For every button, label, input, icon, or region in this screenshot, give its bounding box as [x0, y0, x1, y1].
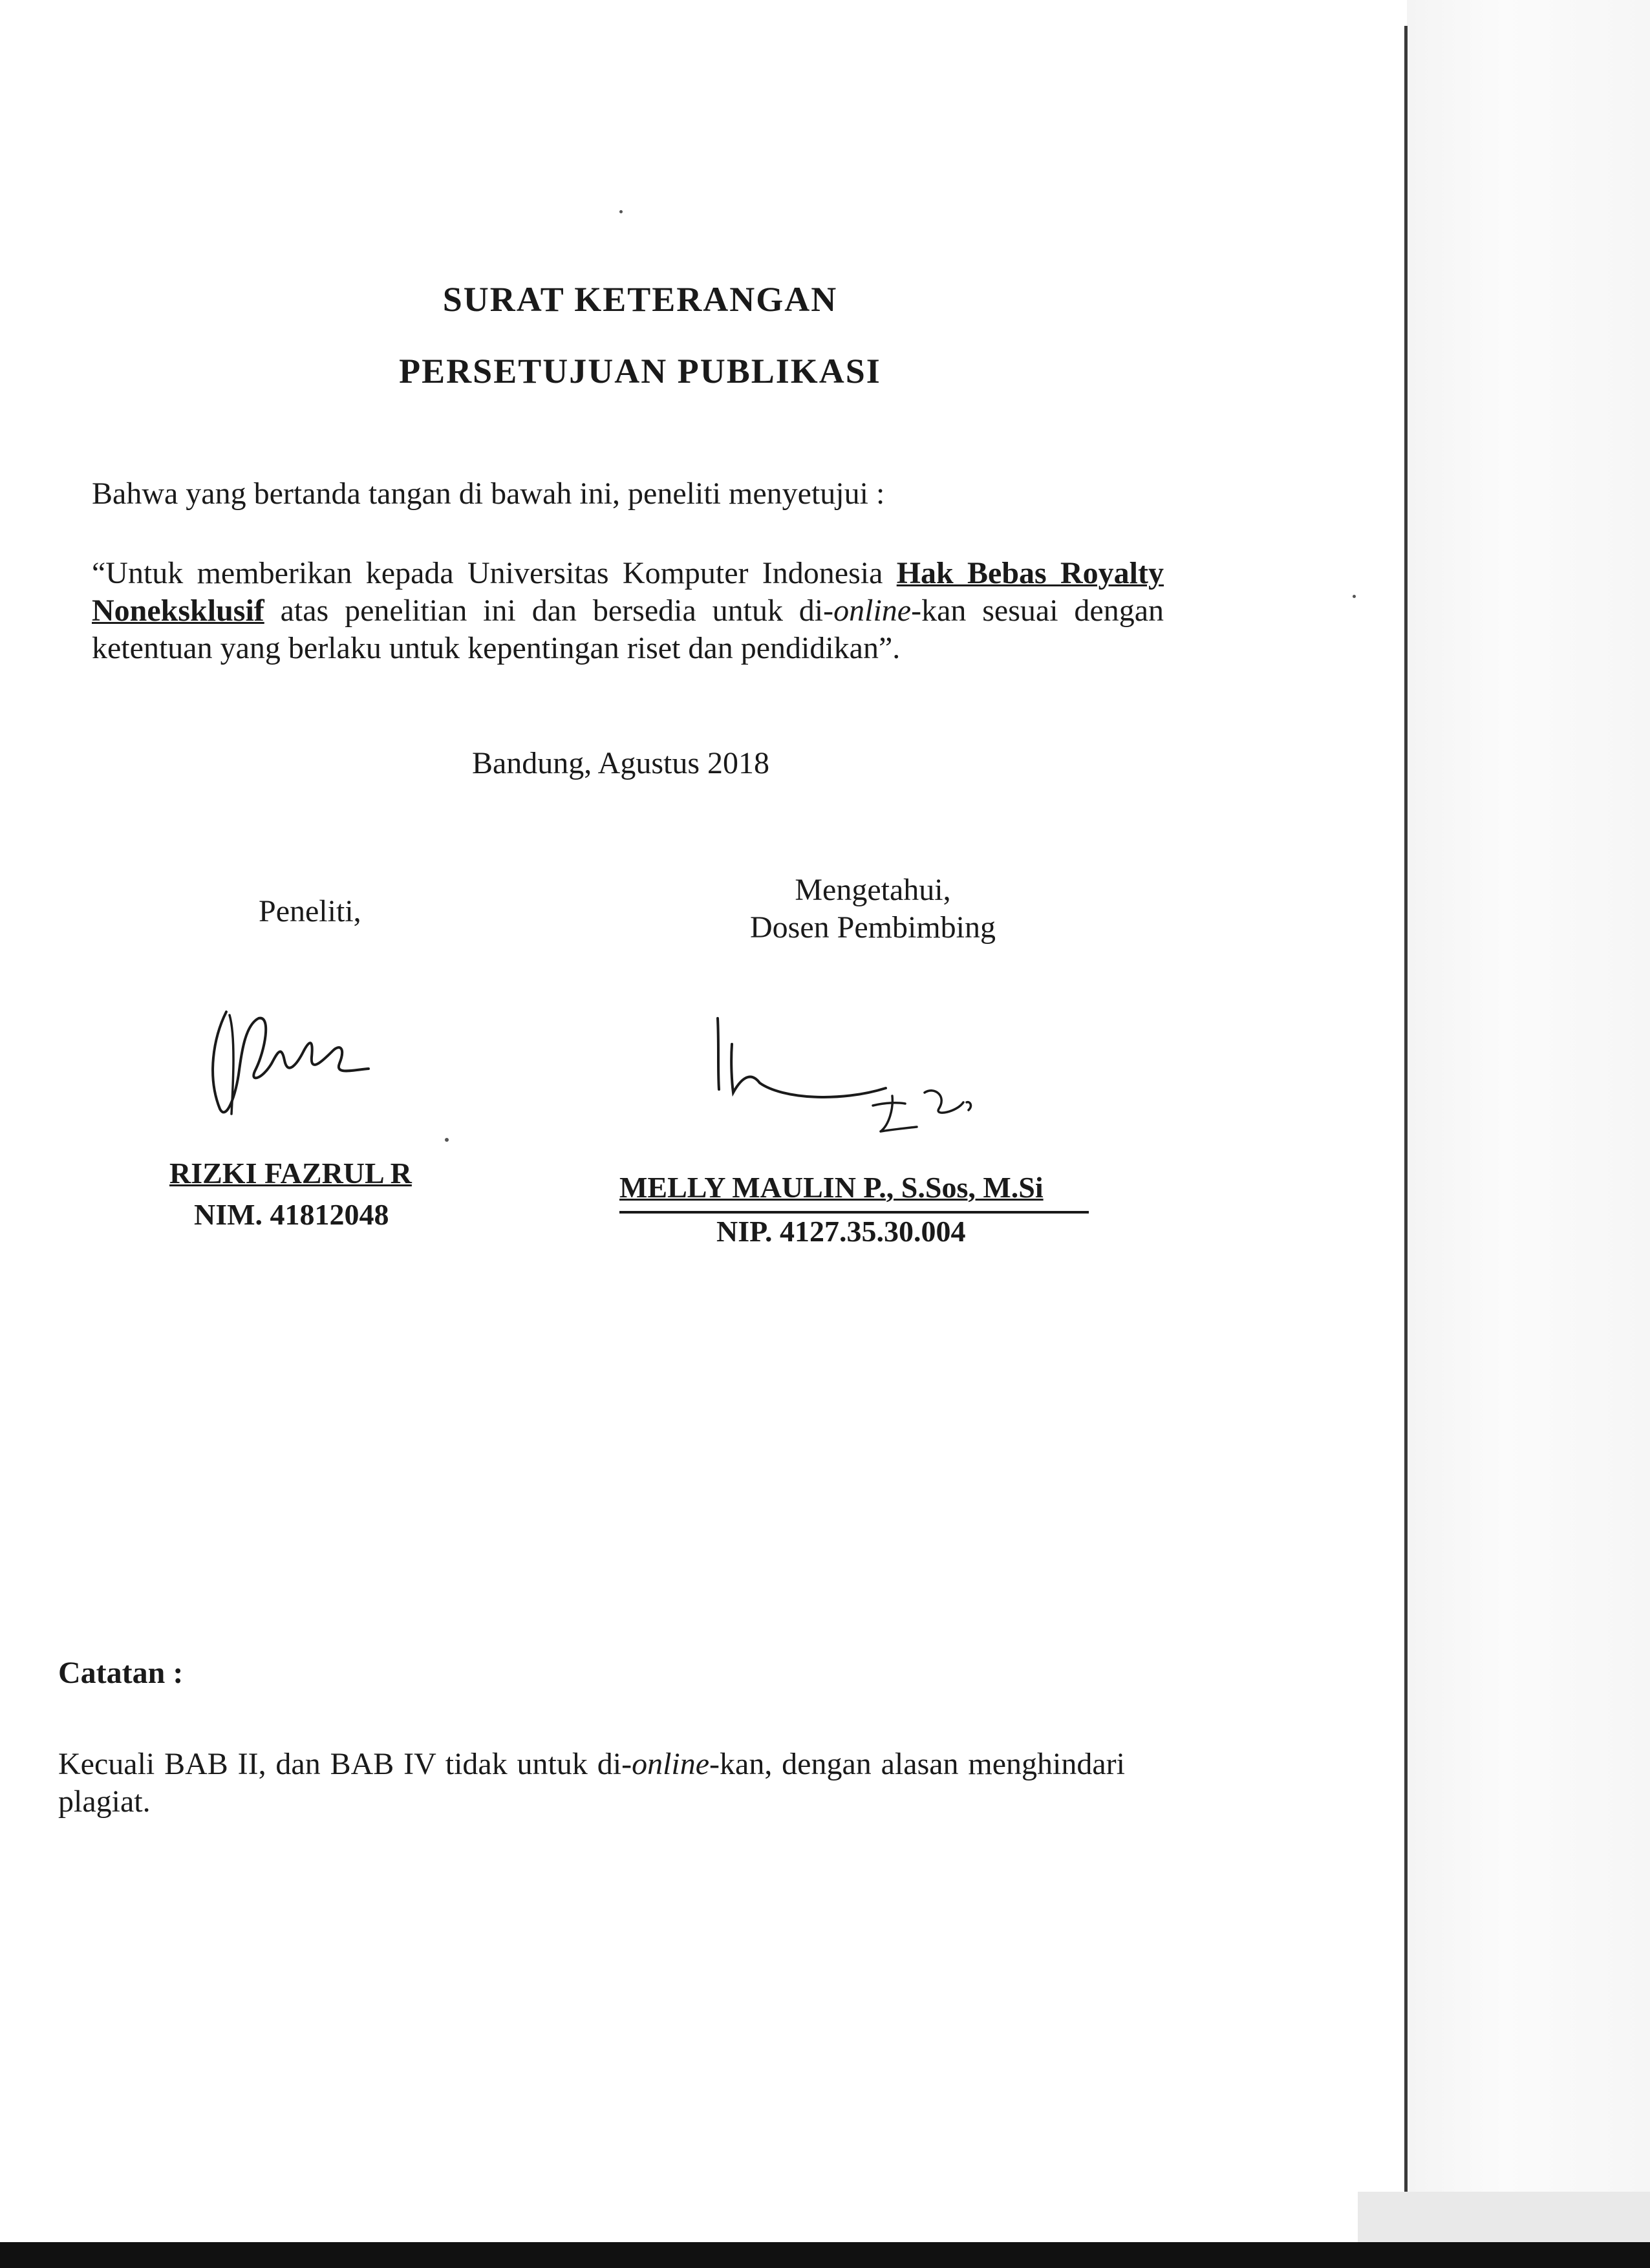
document-subtitle: PERSETUJUAN PUBLIKASI [399, 352, 881, 390]
researcher-name: RIZKI FAZRUL R [169, 1157, 412, 1190]
quote-paragraph [92, 555, 1164, 667]
quote-bold-term: Hak Bebas Royalty Noneksklusif [92, 556, 1164, 628]
note-italic-term: online [632, 1747, 710, 1781]
supervisor-name: MELLY MAULIN P., S.Sos, M.Si [619, 1171, 1044, 1204]
scan-background [1407, 0, 1650, 2268]
quote-italic-term: online [833, 594, 912, 628]
scan-bottom-band [0, 2242, 1650, 2268]
place-date: Bandung, Agustus 2018 [471, 746, 770, 780]
note-text-1: Kecuali BAB II, dan BAB IV tidak untuk di- [58, 1747, 632, 1781]
researcher-id: NIM. 41812048 [194, 1198, 389, 1231]
quote-text-1: “Untuk memberikan kepada Universitas Komputer Indonesia [92, 556, 897, 590]
researcher-label: Peneliti, [259, 894, 361, 928]
quote-text-3: -kan sesuai dengan ketentuan yang berlaku untuk kepentingan riset dan pendidikan”. [92, 594, 1164, 665]
note-label: Catatan : [58, 1656, 184, 1690]
scan-speck [445, 1138, 449, 1142]
supervisor-signature [711, 1005, 1022, 1148]
quote-text-2: atas penelitian ini dan bersedia untuk di- [264, 594, 834, 628]
intro-paragraph: Bahwa yang bertanda tangan di bawah ini, peneliti menyetujui : [92, 476, 885, 511]
document-title: SURAT KETERANGAN [442, 280, 838, 319]
scan-speck [1353, 595, 1356, 598]
supervisor-label [731, 872, 1015, 947]
note-text-2: -kan, dengan alasan menghindari plagiat. [58, 1747, 1125, 1819]
supervisor-id: NIP. 4127.35.30.004 [716, 1215, 966, 1248]
note-paragraph [58, 1746, 1125, 1821]
page-edge-line [1404, 26, 1408, 2268]
researcher-signature [200, 999, 381, 1128]
scan-speck [619, 210, 623, 213]
supervisor-name-rule [619, 1211, 1089, 1214]
supervisor-label-line2: Dosen Pembimbing [750, 910, 996, 945]
scan-shadow [1358, 2192, 1650, 2243]
supervisor-label-line1: Mengetahui, [795, 873, 951, 907]
